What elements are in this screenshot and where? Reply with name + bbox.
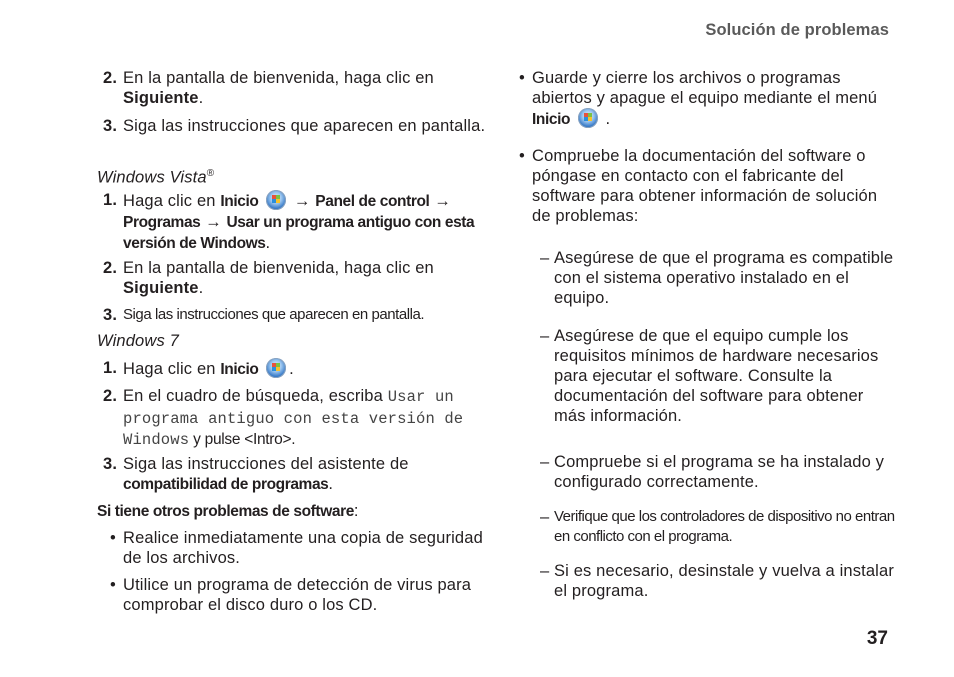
other-problems-heading: Si tiene otros problemas de software: bbox=[97, 502, 359, 520]
bullet: • bbox=[110, 576, 116, 594]
bullet-text: Compruebe la documentación del software o póngase en contacto con el fabricante del software para obtener información de solución de problemas: bbox=[532, 147, 878, 225]
heading-text: Si tiene otros problemas de software bbox=[97, 503, 354, 520]
sub-item-text: Verifique que los controladores de dispositivo no entran en conflicto con el programa. bbox=[554, 508, 895, 545]
windows-start-orb-icon bbox=[266, 358, 286, 378]
sub-item-text: Asegúrese de que el equipo cumple los requisitos mínimos de hardware necesarios para ejecutar el software. Consulte la documentación del software para obtener más información. bbox=[554, 327, 879, 425]
step-text bbox=[123, 386, 487, 451]
step-number: 1. bbox=[103, 359, 118, 377]
windows-7-heading: Windows 7 bbox=[97, 332, 179, 350]
bullet-text: Realice inmediatamente una copia de seguridad de los archivos. bbox=[123, 529, 483, 567]
siguiente-label: Siguiente bbox=[123, 89, 199, 107]
step-number: 2. bbox=[103, 259, 118, 277]
step-text: Siga las instrucciones que aparecen en pantalla. bbox=[123, 117, 486, 135]
step-text: En la pantalla de bienvenida, haga clic en Siguiente. bbox=[123, 259, 434, 297]
dash: – bbox=[540, 562, 550, 580]
section-header: Solución de problemas bbox=[705, 21, 889, 39]
step-number: 2. bbox=[103, 69, 118, 87]
arrow-sep: → bbox=[429, 192, 451, 210]
dash: – bbox=[540, 453, 550, 471]
inicio-label: Inicio bbox=[220, 193, 259, 210]
step-text: Siga las instrucciones del asistente de compatibilidad de programas. bbox=[123, 455, 409, 493]
arrow-sep: → bbox=[289, 192, 316, 210]
step-text: Haga clic en Inicio . bbox=[123, 360, 294, 378]
sub-item-text: Asegúrese de que el programa es compatible con el sistema operativo instalado en el equipo. bbox=[554, 249, 894, 307]
windows-start-orb-icon bbox=[266, 190, 286, 210]
bullet: • bbox=[519, 69, 525, 87]
bullet: • bbox=[519, 147, 525, 165]
step-number: 2. bbox=[103, 387, 118, 405]
inicio-label: Inicio bbox=[532, 111, 571, 128]
step-number: 3. bbox=[103, 306, 118, 324]
step-text-part: En la pantalla de bienvenida, haga clic en bbox=[123, 69, 434, 87]
windows-vista-heading bbox=[97, 164, 487, 188]
dash: – bbox=[540, 249, 550, 267]
windows-start-orb-icon bbox=[578, 108, 598, 128]
usar-programa-antiguo-label: Usar un programa antiguo con esta versión de Windows bbox=[123, 214, 475, 252]
bullet: • bbox=[110, 529, 116, 547]
step-text-part: Haga clic en bbox=[123, 192, 221, 210]
heading-text: Windows Vista bbox=[97, 168, 207, 187]
inicio-label: Inicio bbox=[220, 361, 259, 378]
registered-mark: ® bbox=[206, 168, 215, 179]
programas-label: Programas bbox=[123, 214, 201, 231]
step-text-part: En la pantalla de bienvenida, haga clic en bbox=[123, 259, 434, 277]
step-number: 3. bbox=[103, 117, 118, 135]
sub-item-text: Si es necesario, desinstale y vuelva a instalar el programa. bbox=[554, 562, 894, 600]
step-number: 3. bbox=[103, 455, 118, 473]
arrow-sep: → bbox=[200, 213, 227, 231]
step-text-part: Siga las instrucciones del asistente de bbox=[123, 455, 409, 473]
compatibilidad-label: compatibilidad de programas bbox=[123, 476, 329, 493]
step-text: En la pantalla de bienvenida, haga clic en Siguiente. bbox=[123, 69, 434, 107]
step-text: Siga las instrucciones que aparecen en pantalla. bbox=[123, 306, 425, 323]
step-text bbox=[123, 190, 487, 254]
period: . bbox=[265, 234, 271, 252]
bullet-text-part: Guarde y cierre los archivos o programas abiertos y apague el equipo mediante el menú bbox=[532, 69, 878, 107]
dash: – bbox=[540, 327, 550, 345]
bullet-text: Guarde y cierre los archivos o programas abiertos y apague el equipo mediante el menú Inicio . bbox=[532, 69, 878, 128]
dash: – bbox=[540, 508, 550, 526]
step-text-part: y pulse <Intro>. bbox=[189, 431, 296, 448]
page-number: 37 bbox=[866, 628, 888, 649]
sub-item-text: Compruebe si el programa se ha instalado y configurado correctamente. bbox=[554, 453, 885, 491]
panel-de-control-label: Panel de control bbox=[315, 193, 430, 210]
siguiente-label: Siguiente bbox=[123, 279, 199, 297]
search-term-code: Usar un programa antiguo con esta versión de Windows bbox=[123, 388, 464, 449]
step-number: 1. bbox=[103, 191, 118, 209]
step-text-part: Haga clic en bbox=[123, 360, 221, 378]
bullet-text: Utilice un programa de detección de virus para comprobar el disco duro o los CD. bbox=[123, 576, 472, 614]
step-text-part: En el cuadro de búsqueda, escriba bbox=[123, 387, 388, 405]
